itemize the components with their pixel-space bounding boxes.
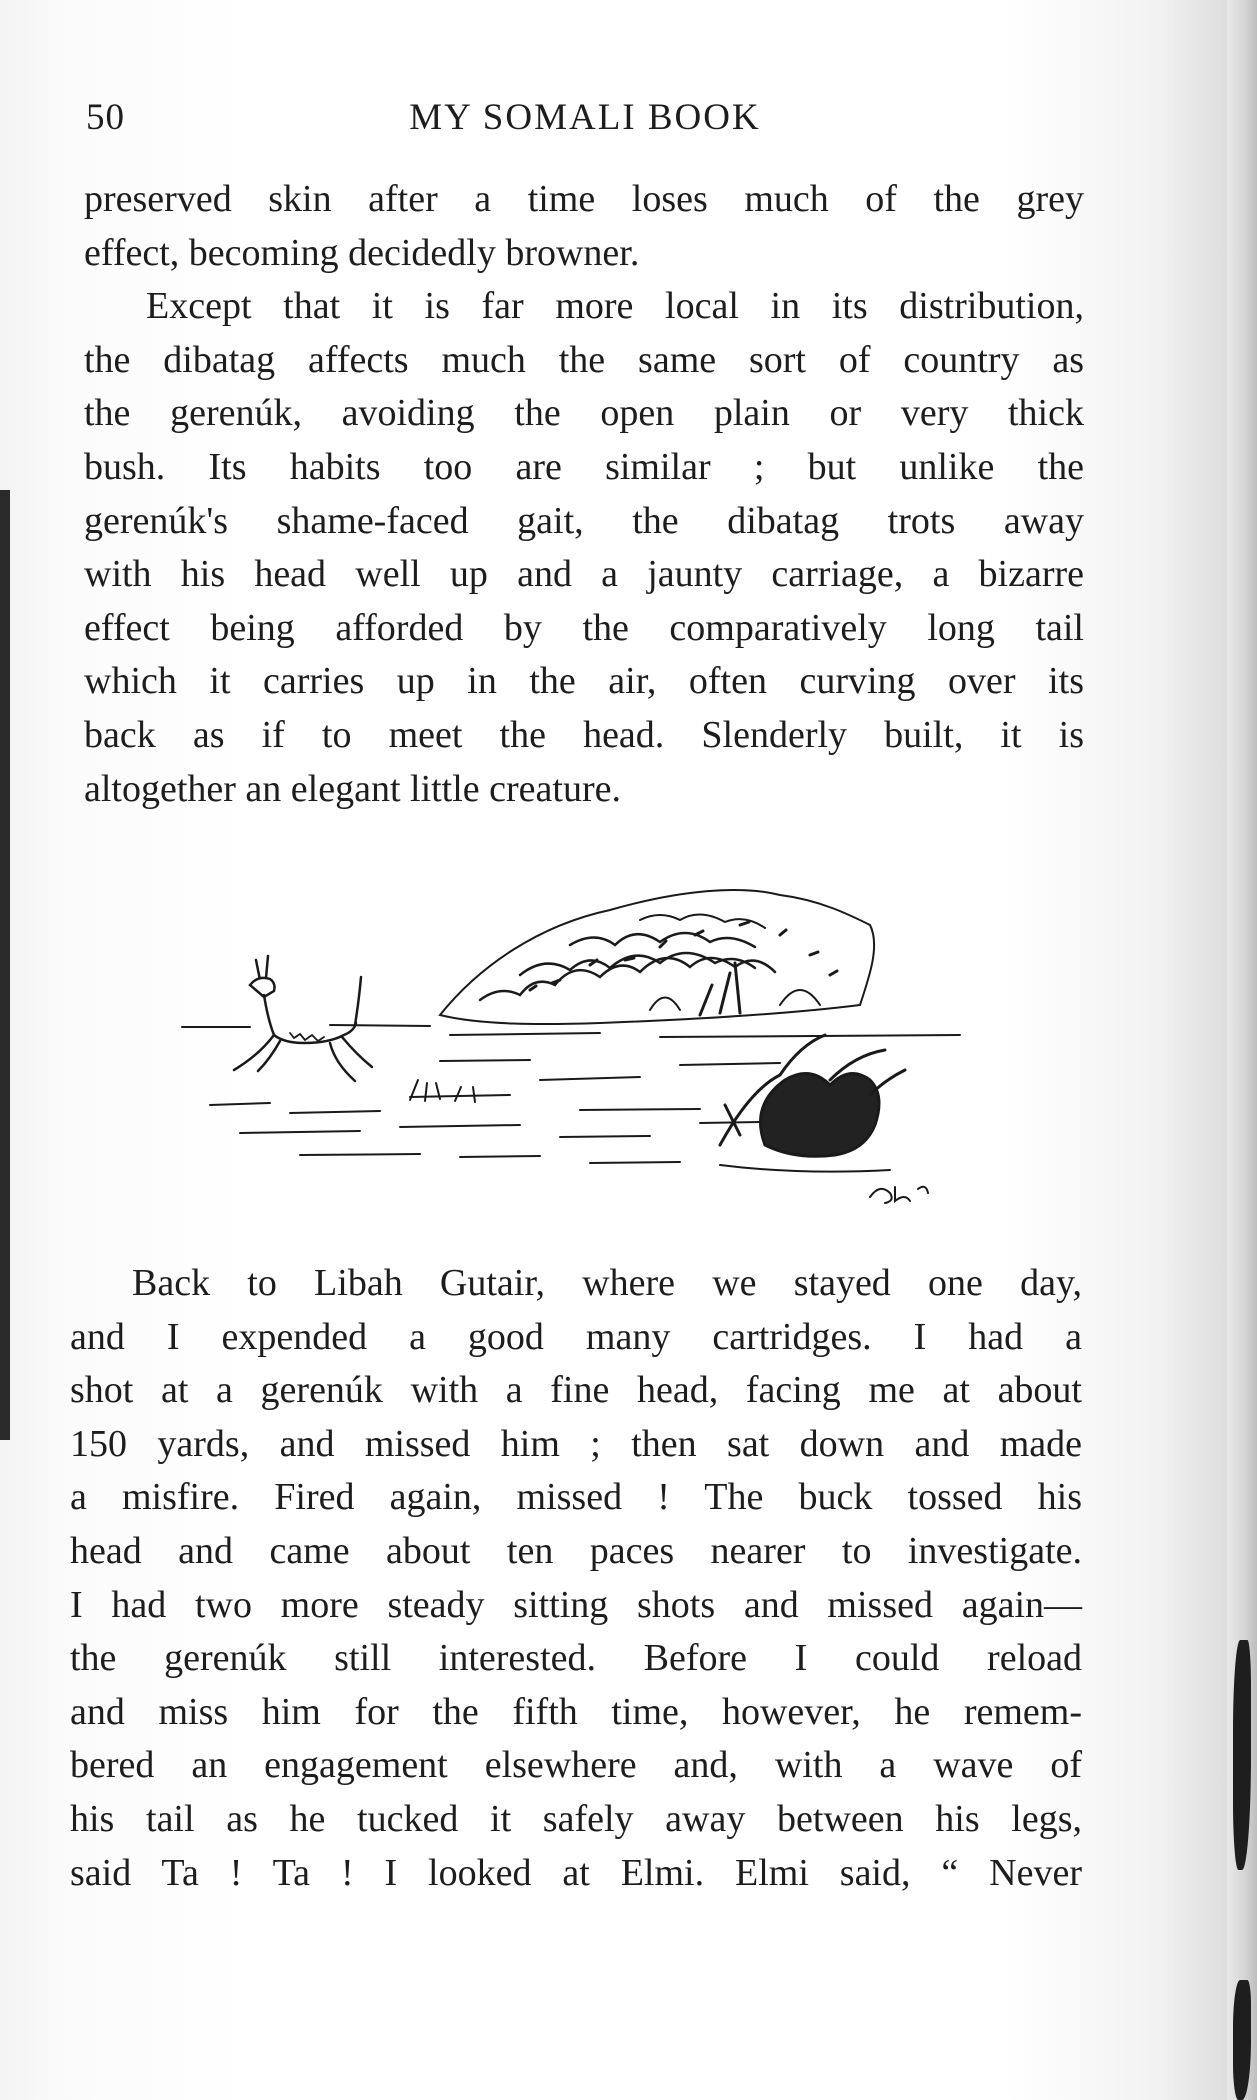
text-line: said Ta ! Ta ! I looked at Elmi. Elmi said, “ Never (70, 1851, 1082, 1894)
text-line: Back to Libah Gutair, where we stayed one day, (132, 1262, 1082, 1304)
bush-cluster (440, 890, 874, 1024)
text-line: preserved skin after a time loses much of the grey (84, 178, 1084, 220)
running-title: MY SOMALI BOOK (409, 97, 761, 138)
text-line: back as if to meet the head. Slenderly built, it is (84, 713, 1084, 756)
text-line: and I expended a good many cartridges. I had a (70, 1315, 1082, 1358)
ground-strokes (210, 1060, 840, 1163)
text-line: I had two more steady sitting shots and missed again— (70, 1583, 1082, 1626)
text-line: the gerenúk still interested. Before I could reload (70, 1637, 1082, 1680)
text-line: with his head well up and a jaunty carriage, a bizarre (84, 553, 1084, 596)
text-line: effect, becoming decidedly browner. (84, 231, 640, 274)
text-line: a misfire. Fired again, missed ! The buck tossed his (70, 1476, 1082, 1519)
artist-signature (870, 1187, 928, 1203)
text-line: head and came about ten paces nearer to investigate. (70, 1529, 1082, 1572)
text-line: shot at a gerenúk with a fine head, facing me at about (70, 1369, 1082, 1412)
torn-edge-mark (1233, 1640, 1251, 1870)
bottom-paragraph (70, 1257, 1082, 1900)
text-line: effect being afforded by the comparatively long tail (84, 606, 1084, 649)
grass-tuft (410, 1080, 475, 1102)
text-line: bered an engagement elsewhere and, with a wave of (70, 1744, 1082, 1787)
text-line: bush. Its habits too are similar ; but unlike the (84, 445, 1084, 488)
text-line: gerenúk's shame-faced gait, the dibatag trots away (84, 499, 1084, 542)
dibatag-illustration (180, 865, 980, 1210)
text-line: his tail as he tucked it safely away between his legs, (70, 1797, 1082, 1840)
page-edge-right-shadow (1227, 0, 1257, 2100)
page-header (86, 96, 1084, 152)
text-line: 150 yards, and missed him ; then sat down and made (70, 1422, 1082, 1465)
page-edge-left-shadow (0, 490, 10, 1440)
text-line: and miss him for the fifth time, however, he remem- (70, 1690, 1082, 1733)
text-line: the gerenúk, avoiding the open plain or very thick (84, 392, 1084, 435)
top-paragraphs (84, 173, 1084, 816)
text-line: which it carries up in the air, often curving over its (84, 660, 1084, 703)
dibatag-figure (234, 956, 372, 1081)
text-line: Except that it is far more local in its distribution, (146, 285, 1084, 328)
text-line: altogether an elegant little creature. (84, 767, 621, 810)
foreground-bush (720, 1035, 905, 1172)
text-line: the dibatag affects much the same sort of country as (84, 338, 1084, 381)
torn-edge-mark (1233, 1980, 1251, 2100)
page-number: 50 (86, 97, 125, 138)
